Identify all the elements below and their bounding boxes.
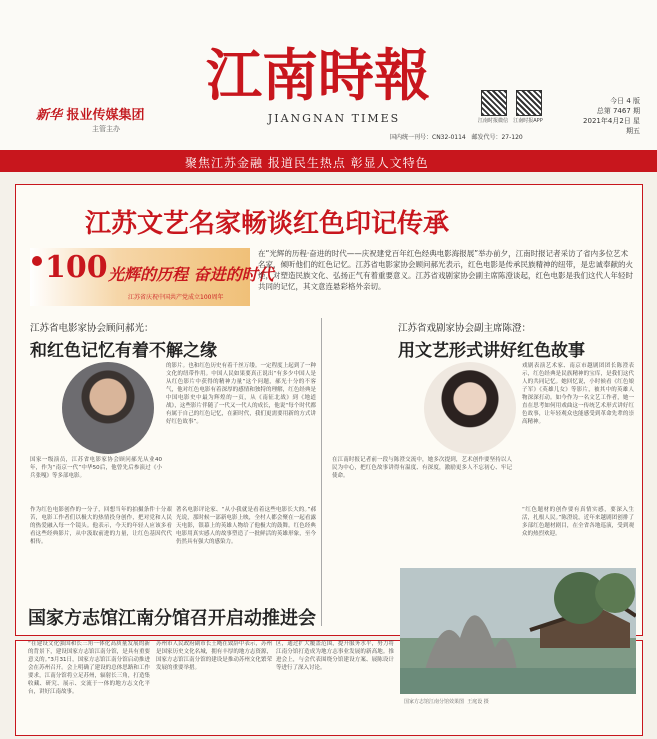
cn-number: 国内统一刊号：CN32-0114 [390, 134, 466, 141]
right-headline: 用文艺形式讲好红色故事 [398, 341, 585, 361]
photo-credit: 王庭设 摄 [467, 699, 489, 705]
left-body-3: 著名电影评论家、“从小我就是看着这些电影长大的。”郝光说，那时候一部新电影上映，全村人都会聚在一起看露天电影，银幕上的英雄人物给了他极大的鼓舞。红色经典电影用真实感人的故事塑造了一批鲜活的英雄形象，至今仍然具有强大的感染力。 [176, 507, 316, 545]
bottom-body-1: “在建设文化强国和长三角一体化高质量发展的新的背景下，建设国家方志馆江南分馆，是具有重要意义的。”3月31日，国家方志馆江南分馆启动推进会在苏州召开。会上明确了建设的总体思路和工作要求，江南分馆将立足苏州，辐射长三角，打造集收藏、研究、展示、交流于一体的地方志文化平台，讲好江南故事。 [28, 641, 150, 695]
today-pages: 今日 4 版 [610, 97, 640, 105]
feature-title: 江苏文艺名家畅谈红色印记传承 [85, 209, 450, 239]
party-emblem-icon [32, 256, 42, 266]
right-body-1: 戏剧表演艺术家、南京市越剧团团长陈澄表示，红色经典是民族精神的宝库，是我们这代人的共同记忆。她回忆说，小时候看《红色娘子军》《英雄儿女》等影片，被其中的英雄人物深深打动。如今作为一名文艺工作者，她一直在思考如何用戏曲这一传统艺术形式讲好红色故事，让年轻观众也能感受到革命先辈的崇高精神。 [522, 363, 634, 425]
issue-number: 总第 7467 期 [596, 107, 640, 115]
portrait-chen-cheng [424, 362, 516, 454]
banner-number: 100 [45, 250, 108, 285]
column-divider [321, 318, 322, 626]
portrait-hao-guang [62, 362, 154, 454]
garden-photo-image [400, 568, 636, 694]
right-kicker: 江苏省戏剧家协会副主席陈澄： [398, 323, 532, 334]
garden-photo [400, 568, 636, 694]
slogan: 聚焦江苏金融 报道民生热点 彰显人文特色 [185, 156, 429, 170]
left-body-1: 的影片。也和红色历史有着千丝万缕。一定程度上起到了一种文化的纽带作用。中国人民如果要真正说出“有多少中国人是从红色影片中获得的精神力量”这个问题，郝光十分的不客气，他对红色电影有着深厚的感情和独特的理解，红色经典是中国电影史中最为辉煌的一页，从《南征北战》到《地道战》，这些影片伴随了一代又一代人的成长，他说“每个时代都有属于自己的红色记忆，在新时代，我们更需要用新的方式讲好红色故事”。 [166, 363, 316, 425]
post-code: 邮发代号：27-120 [471, 134, 523, 141]
newspaper-title: 江南時報 [206, 43, 430, 109]
group-logo [36, 104, 145, 123]
edition-info [580, 96, 640, 136]
left-body-2: 作为红色电影创作的一分子，回想当年的拍摄条件十分艰苦，电影工作者们以极大的热情投身创作，把对党和人民的热爱融入每一个镜头。他表示，今天的年轻人应该多看看这些经典影片，从中汲取前进的力量，让红色基因代代相传。 [30, 507, 172, 545]
right-body-2: “红色题材的创作要有真情实感，要深入生活，扎根人民。”陈澄说，近年来越剧团创排了多部红色题材剧目，在全省各地巡演，受到观众的热烈欢迎。 [522, 507, 634, 537]
bottom-body-2: 苏州市人民政府副市长王飏在致辞中表示，苏州是国家历史文化名城，拥有丰厚的地方志资源，国家方志馆江南分馆的建设是推动苏州文化繁荣发展的重要举措。 [156, 641, 272, 671]
newspaper-title-en: JIANGNAN TIMES [267, 112, 401, 125]
issue-date: 2021年4月2日 星期五 [583, 117, 640, 135]
left-headline: 和红色记忆有着不解之缘 [30, 341, 217, 361]
right-body-3: 在江南时报记者前一段与陈澄交流中，她多次提到，艺术创作要坚持以人民为中心，把红色故事讲得有温度、有深度，激励更多人不忘初心、牢记使命。 [332, 457, 512, 479]
banner-subtitle: 江苏省庆祝中国共产党成立100周年 [128, 294, 224, 301]
bottom-body-3: 区，通过扩大覆盖范围，提升服务水平，努力将江南分馆打造成为地方志事业发展的新高地。推进会上，与会代表围绕分馆建设方案、展陈设计等进行了深入讨论。 [276, 641, 394, 671]
group-mark: 新华 [36, 108, 63, 123]
banner-slogan: 光辉的历程 奋进的时代 [108, 265, 274, 284]
qr-code-icon [516, 90, 542, 116]
qr-code-icon [481, 90, 507, 116]
left-body-4: 国家一级演员，江苏省电影家协会顾问郝光从业40年，作为“南京一代”中华50后，他曾先后参演过《小兵张嘎》等多部电影。 [30, 457, 162, 479]
group-sub: 主管主办 [92, 125, 120, 133]
qr-label-wechat: 江南时报微信 [478, 118, 509, 124]
feature-intro: 在“光辉的历程·奋进的时代——庆祝建党百年红色经典电影海报展”举办前夕，江南时报记者采访了省内多位艺术名家，倾听他们的红色记忆。江苏省电影家协会顾问郝光表示，红色电影是传承民族精神的纽带，是忠诚奉献的火炬，对塑造民族文化、弘扬正气有着重要意义。江苏省戏剧家协会副主席陈澄谈起，红色电影是我们这代人年轻时共同的记忆，其文意连悬彩格外亲切。 [258, 249, 633, 291]
bottom-headline: 国家方志馆江南分馆召开启动推进会 [28, 608, 316, 629]
photo-caption [404, 698, 636, 705]
photo-caption-text: 国家方志馆江南分馆效果图 [404, 699, 465, 705]
left-kicker: 江苏省电影家协会顾问郝光： [30, 323, 154, 334]
qr-label-app: 江南时报APP [513, 118, 543, 124]
publication-codes [390, 132, 523, 141]
group-name: 报业传媒集团 [66, 108, 145, 123]
